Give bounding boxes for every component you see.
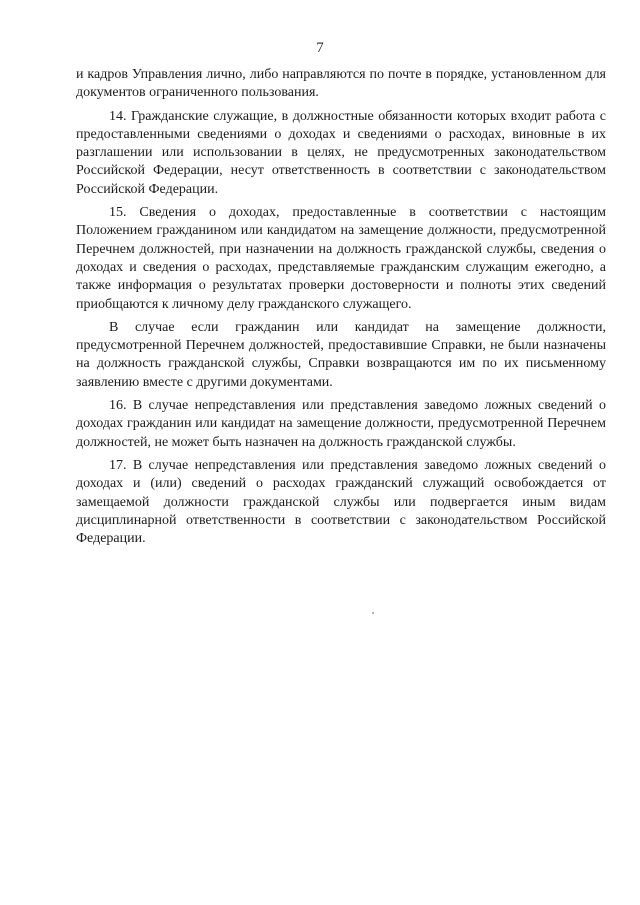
paragraph-continuation: и кадров Управления лично, либо направляются по почте в порядке, установленном для документов ограниченного пользования.: [76, 67, 606, 101]
page-number: 7: [316, 40, 324, 56]
paragraph-17: 17. В случае непредставления или представления заведомо ложных сведений о доходах и (или) сведений о расходах гражданский служащий освобождается от замещаемой должности гражданской службы или подвергается иным видам дисциплинарной ответственности в соответствии с законодательством Российской Федерации.: [76, 457, 606, 547]
scan-speck: [372, 612, 374, 614]
paragraph-16: 16. В случае непредставления или представления заведомо ложных сведений о доходах гражданин или кандидат на замещение должности, предусмотренной Перечнем должностей, не может быть назначен на должность гражданской службы.: [76, 398, 606, 450]
document-body: [76, 66, 606, 553]
paragraph-15-continuation: В случае если гражданин или кандидат на замещение должности, предусмотренной Перечнем должностей, предоставившие Справки, не были назначены на должность гражданской службы, Справки возвращаются им по их письменному заявлению вместе с другими документами.: [76, 319, 606, 390]
paragraph-15: 15. Сведения о доходах, предоставленные в соответствии с настоящим Положением гражданином или кандидатом на замещение должности, предусмотренной Перечнем должностей, при назначении на должность гражданской службы, сведения о доходах и сведения о расходах, представляемые гражданским служащим ежегодно, а также информация о результатах проверки достоверности и полноты этих сведений приобщаются к личному делу гражданского служащего.: [76, 205, 606, 312]
paragraph-14: 14. Гражданские служащие, в должностные обязанности которых входит работа с предоставленными сведениями о доходах и сведениями о расходах, виновные в их разглашении или использовании в целях, не предусмотренных законодательством Российской Федерации, несут ответственность в соответствии с законодательством Российской Федерации.: [76, 108, 606, 197]
